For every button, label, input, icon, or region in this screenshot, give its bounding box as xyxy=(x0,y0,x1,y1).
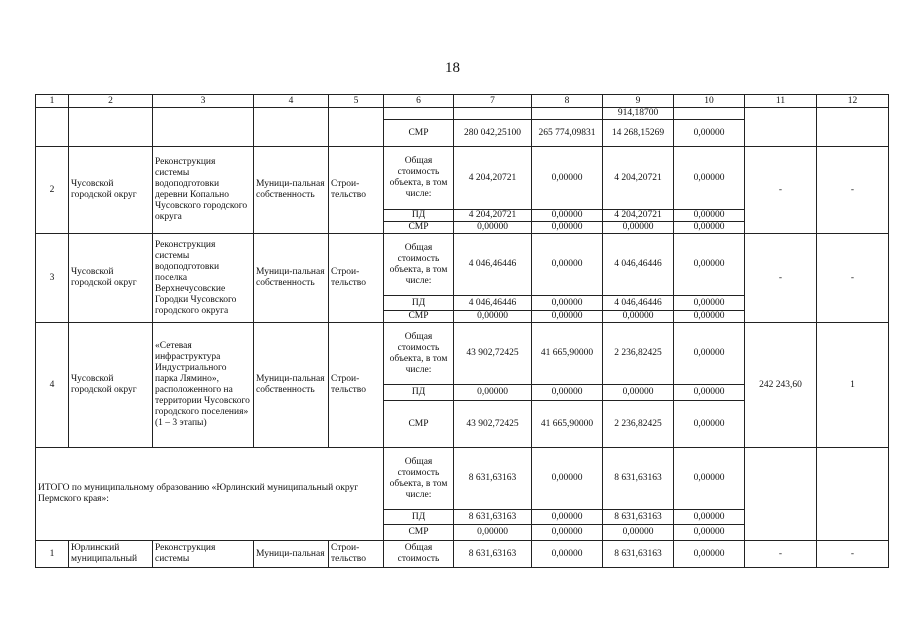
row-number: 2 xyxy=(36,147,69,234)
ownership-cell: Муници-пальная собственность xyxy=(254,323,329,448)
column-number: 9 xyxy=(603,95,674,108)
cell-value: 0,00000 xyxy=(674,323,745,385)
cell-value: 43 902,72425 xyxy=(454,323,532,385)
cell-value: 0,00000 xyxy=(674,120,745,147)
cell-value: 43 902,72425 xyxy=(454,401,532,448)
cell-value: 0,00000 xyxy=(674,510,745,525)
cell-value: 4 046,46446 xyxy=(603,234,674,296)
work-type-cell: Строи-тельство xyxy=(329,541,384,568)
ownership-cell: Муници-пальная xyxy=(254,541,329,568)
cell-value: - xyxy=(817,234,889,323)
cell-value: 4 204,20721 xyxy=(603,147,674,210)
cell-value: 2 236,82425 xyxy=(603,401,674,448)
cell-value: 0,00000 xyxy=(454,525,532,541)
page-number: 18 xyxy=(445,60,460,76)
cell-value: 914,18700 xyxy=(603,108,674,120)
column-number: 3 xyxy=(153,95,254,108)
row-label: Общая стоимость объекта, в том числе: xyxy=(384,323,454,385)
row-number: 3 xyxy=(36,234,69,323)
column-number: 1 xyxy=(36,95,69,108)
cell-value: 8 631,63163 xyxy=(454,448,532,510)
row-label: СМР xyxy=(384,401,454,448)
cell-value: 0,00000 xyxy=(674,541,745,568)
cell-value: 0,00000 xyxy=(532,510,603,525)
column-number: 7 xyxy=(454,95,532,108)
cell-value: 0,00000 xyxy=(532,385,603,401)
work-type-cell: Строи-тельство xyxy=(329,323,384,448)
cell-value: 8 631,63163 xyxy=(603,510,674,525)
cell-value: 242 243,60 xyxy=(745,323,817,448)
cell-value: 14 268,15269 xyxy=(603,120,674,147)
cell-value: 4 046,46446 xyxy=(454,234,532,296)
cell-value: 4 204,20721 xyxy=(454,147,532,210)
row-label: ПД xyxy=(384,210,454,222)
cell-value: 0,00000 xyxy=(674,401,745,448)
work-type-cell: Строи-тельство xyxy=(329,234,384,323)
row-label: СМР xyxy=(384,525,454,541)
cell-value: 8 631,63163 xyxy=(454,510,532,525)
row-number: 4 xyxy=(36,323,69,448)
cell-value: 0,00000 xyxy=(532,311,603,323)
cell-value: 0,00000 xyxy=(532,296,603,311)
cell-value: - xyxy=(745,147,817,234)
object-cell: «Сетевая инфраструктура Индустриального парка Лямино», расположенного на территории Чусовского городского поселения» (1 – 3 этапы) xyxy=(153,323,254,448)
cell-value: - xyxy=(745,234,817,323)
cell-value: 0,00000 xyxy=(674,234,745,296)
row-label: Общая стоимость xyxy=(384,541,454,568)
cell-value: 0,00000 xyxy=(674,525,745,541)
cell-value: 8 631,63163 xyxy=(603,448,674,510)
table-row xyxy=(36,323,889,385)
cell-value: 0,00000 xyxy=(454,222,532,234)
table-row xyxy=(36,108,889,120)
column-number: 4 xyxy=(254,95,329,108)
cell-value: 8 631,63163 xyxy=(454,541,532,568)
cell-value: 0,00000 xyxy=(532,222,603,234)
column-number: 11 xyxy=(745,95,817,108)
itogo-label: ИТОГО по муниципальному образованию «Юрлинский муниципальный округ Пермского края»: xyxy=(36,448,384,541)
object-cell: Реконструкция системы водоподготовки деревни Копально Чусовского городского округа xyxy=(153,147,254,234)
cell-value: 41 665,90000 xyxy=(532,323,603,385)
cell-value: 0,00000 xyxy=(603,525,674,541)
row-label: Общая стоимость объекта, в том числе: xyxy=(384,448,454,510)
district-cell: Чусовской городской округ xyxy=(69,147,153,234)
row-label: Общая стоимость объекта, в том числе: xyxy=(384,147,454,210)
cell-value: 280 042,25100 xyxy=(454,120,532,147)
cell-value: 4 046,46446 xyxy=(454,296,532,311)
district-cell: Чусовской городской округ xyxy=(69,234,153,323)
cell-value: 4 204,20721 xyxy=(454,210,532,222)
cell-value: - xyxy=(745,541,817,568)
cell-value: 0,00000 xyxy=(532,147,603,210)
table-row xyxy=(36,147,889,210)
cell-value: 0,00000 xyxy=(454,385,532,401)
object-cell: Реконструкция системы xyxy=(153,541,254,568)
row-label: Общая стоимость объекта, в том числе: xyxy=(384,234,454,296)
cell-value: 4 204,20721 xyxy=(603,210,674,222)
row-label: СМР xyxy=(384,311,454,323)
table-row xyxy=(36,541,889,568)
cell-value: - xyxy=(817,541,889,568)
object-cell: Реконструкция системы водоподготовки поселка Верхнечусовские Городки Чусовского городского округа xyxy=(153,234,254,323)
row-label: ПД xyxy=(384,510,454,525)
column-number: 2 xyxy=(69,95,153,108)
work-type-cell: Строи-тельство xyxy=(329,147,384,234)
column-number: 10 xyxy=(674,95,745,108)
cell-value: 8 631,63163 xyxy=(603,541,674,568)
cell-value: 0,00000 xyxy=(603,222,674,234)
row-label: СМР xyxy=(384,120,454,147)
row-number: 1 xyxy=(36,541,69,568)
district-cell: Чусовской городской округ xyxy=(69,323,153,448)
cell-value: 0,00000 xyxy=(674,296,745,311)
cell-value: 0,00000 xyxy=(603,385,674,401)
cell-value: 0,00000 xyxy=(674,385,745,401)
cell-value: 0,00000 xyxy=(532,234,603,296)
cell-value: 0,00000 xyxy=(532,525,603,541)
cell-value: 265 774,09831 xyxy=(532,120,603,147)
column-number: 8 xyxy=(532,95,603,108)
investment-table xyxy=(35,94,889,568)
row-label: ПД xyxy=(384,296,454,311)
column-number: 12 xyxy=(817,95,889,108)
cell-value: 0,00000 xyxy=(532,448,603,510)
district-cell: Юрлинский муниципальный xyxy=(69,541,153,568)
row-label: СМР xyxy=(384,222,454,234)
cell-value: 0,00000 xyxy=(454,311,532,323)
cell-value: 0,00000 xyxy=(674,448,745,510)
column-number: 6 xyxy=(384,95,454,108)
row-label: ПД xyxy=(384,385,454,401)
cell-value: 0,00000 xyxy=(674,210,745,222)
cell-value: 0,00000 xyxy=(674,147,745,210)
cell-value: 0,00000 xyxy=(674,311,745,323)
cell-value: 2 236,82425 xyxy=(603,323,674,385)
column-number: 5 xyxy=(329,95,384,108)
cell-value: 0,00000 xyxy=(532,210,603,222)
cell-value: 1 xyxy=(817,323,889,448)
table-row xyxy=(36,448,889,510)
cell-value: 0,00000 xyxy=(674,222,745,234)
cell-value: - xyxy=(817,147,889,234)
ownership-cell: Муници-пальная собственность xyxy=(254,147,329,234)
cell-value: 4 046,46446 xyxy=(603,296,674,311)
cell-value: 41 665,90000 xyxy=(532,401,603,448)
ownership-cell: Муници-пальная собственность xyxy=(254,234,329,323)
column-number-row xyxy=(36,95,889,108)
cell-value: 0,00000 xyxy=(532,541,603,568)
table-row xyxy=(36,234,889,296)
cell-value: 0,00000 xyxy=(603,311,674,323)
